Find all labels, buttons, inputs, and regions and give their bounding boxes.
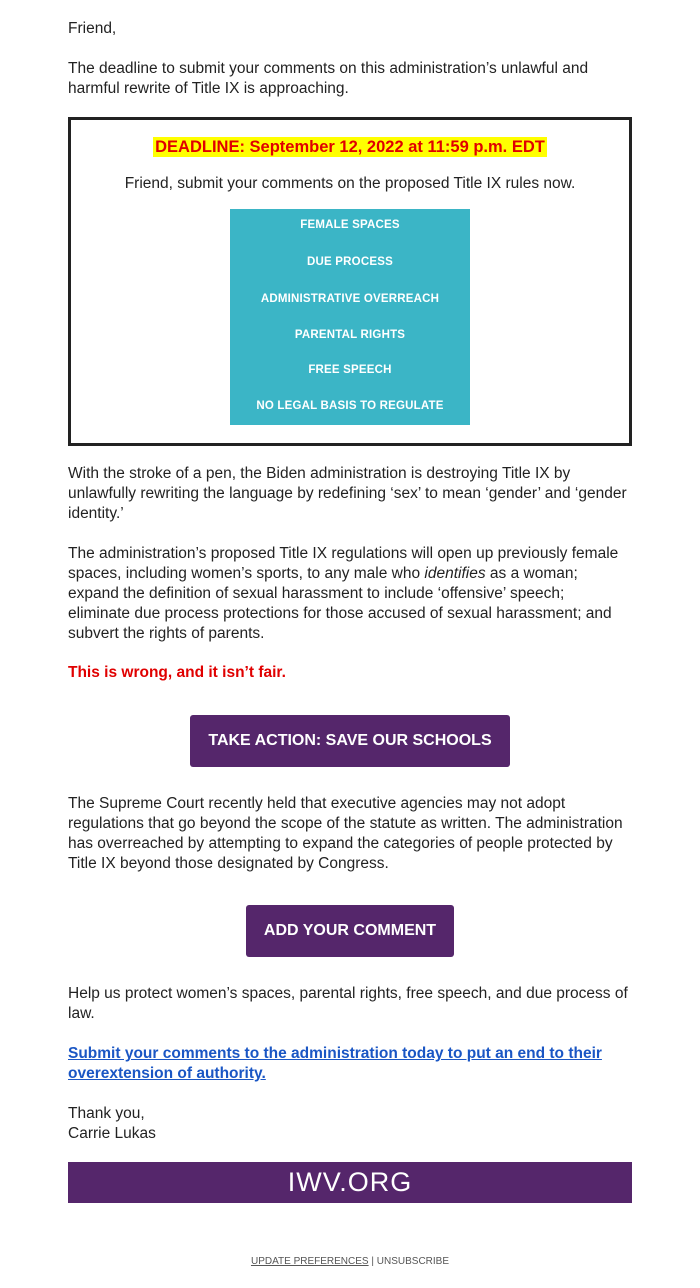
topic-free-speech: FREE SPEECH: [308, 364, 392, 376]
paragraph-regulations-emphasis: identifies: [424, 565, 486, 582]
unsubscribe-link[interactable]: UNSUBSCRIBE: [376, 1256, 450, 1267]
topic-no-legal-basis: NO LEGAL BASIS TO REGULATE: [256, 400, 444, 412]
paragraph-regulations-before: The administration’s proposed Title IX regulations will open up previously female spaces, including women’s sports, to any male who: [68, 545, 619, 582]
wrong-statement: This is wrong, and it isn’t fair.: [68, 664, 286, 681]
topics-panel[interactable]: [230, 209, 470, 425]
topic-parental-rights: PARENTAL RIGHTS: [294, 329, 406, 341]
deadline-label: DEADLINE: September 12, 2022 at 11:59 p.m. EDT: [155, 138, 545, 156]
signoff-closing: Thank you,: [68, 1105, 145, 1122]
iwv-logo-banner[interactable]: IWV.ORG: [68, 1162, 632, 1203]
deadline-subtitle: Friend, submit your comments on the proposed Title IX rules now.: [124, 175, 576, 192]
paragraph-help-us: Help us protect women’s spaces, parental rights, free speech, and due process of law.: [68, 985, 628, 1022]
add-comment-button[interactable]: ADD YOUR COMMENT: [246, 905, 454, 957]
signoff-name: Carrie Lukas: [68, 1125, 156, 1142]
submit-comments-link[interactable]: Submit your comments to the administration today to put an end to their overextension of authority.: [68, 1045, 602, 1082]
update-preferences-link[interactable]: UPDATE PREFERENCES: [250, 1256, 369, 1267]
paragraph-regulations-after: as a woman; expand the definition of sexual harassment to include ‘offensive’ speech; eliminate due process protections for those accused of sexual harassment; and subvert the rights of parents.: [68, 565, 612, 642]
topic-administrative-overreach: ADMINISTRATIVE OVERREACH: [260, 293, 440, 305]
paragraph-rewrite: With the stroke of a pen, the Biden administration is destroying Title IX by unlawfully rewriting the language by redefining ‘sex’ to mean ‘gender’ and ‘gender identity.’: [68, 465, 627, 522]
paragraph-regulations: [68, 544, 628, 644]
paragraph-supreme-court: The Supreme Court recently held that executive agencies may not adopt regulations that go beyond the scope of the statute as written. The administration has overreached by attempting to expand the categories of people protected by Title IX beyond those designated by Congress.: [68, 795, 623, 872]
take-action-button[interactable]: TAKE ACTION: SAVE OUR SCHOOLS: [190, 715, 510, 767]
footer-separator: |: [371, 1256, 374, 1267]
greeting: Friend,: [68, 20, 117, 37]
topic-due-process: DUE PROCESS: [307, 256, 393, 268]
topic-female-spaces: FEMALE SPACES: [300, 219, 400, 231]
deadline-box: [68, 117, 632, 446]
signoff: [68, 1104, 156, 1144]
intro-paragraph: The deadline to submit your comments on this administration’s unlawful and harmful rewrite of Title IX is approaching.: [68, 60, 589, 97]
footer-links: [0, 1256, 700, 1267]
deadline-label-wrapper: [71, 138, 629, 157]
